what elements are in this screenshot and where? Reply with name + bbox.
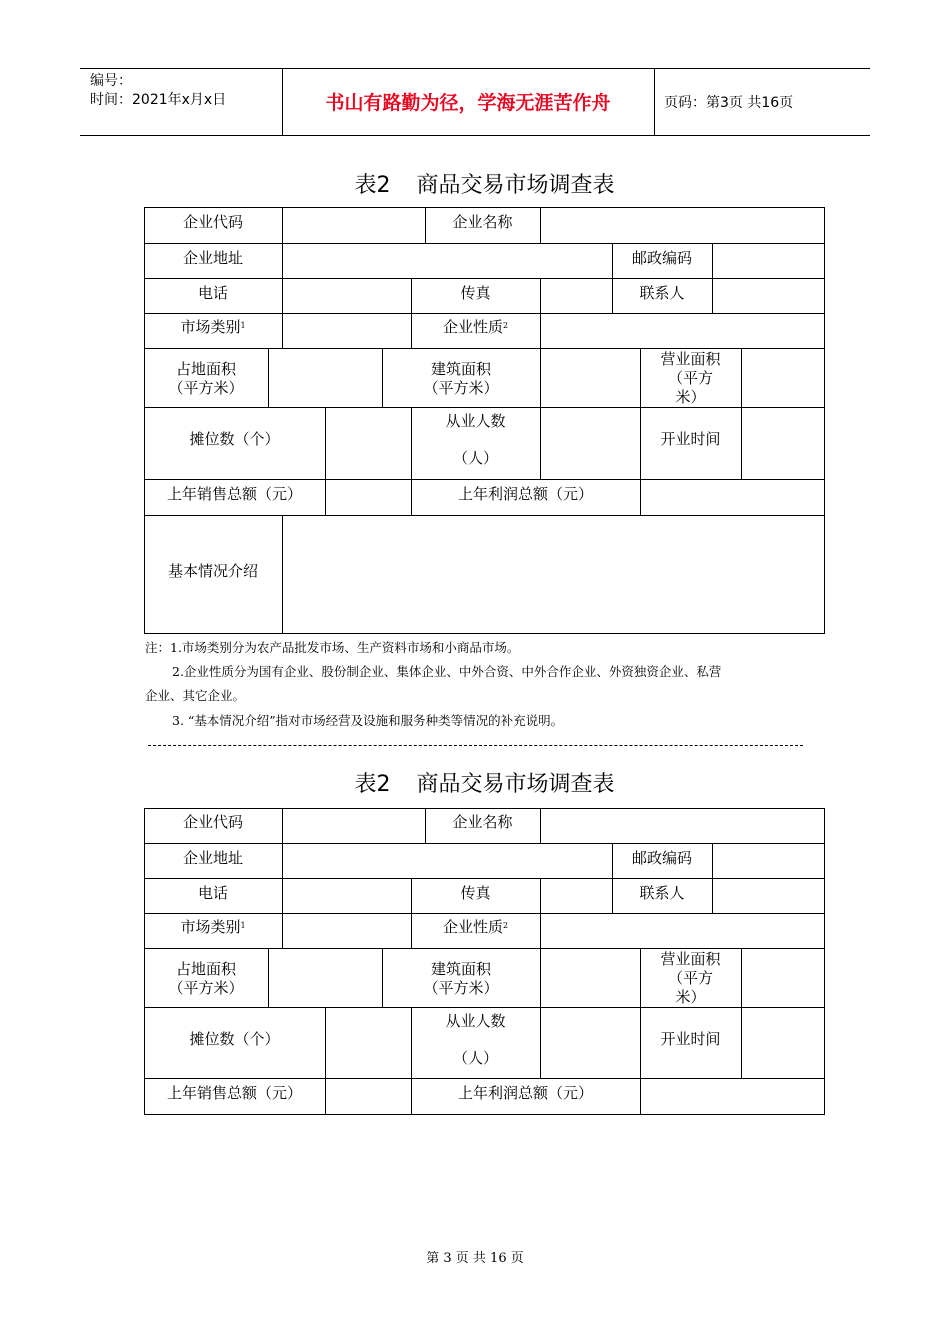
form-title — [144, 771, 825, 799]
label-market-type — [144, 918, 282, 937]
form-title-number: 表2 — [354, 173, 391, 198]
header-divider — [654, 68, 655, 135]
survey-table-2 — [144, 808, 825, 1115]
label-land-area — [144, 360, 268, 398]
label-enterprise-address: 企业地址 — [182, 249, 243, 267]
label-staff-line1: 从业人数 — [445, 412, 506, 430]
note-line: 3. “基本情况介绍”指对市场经营及设施和服务种类等情况的补充说明。 — [172, 713, 564, 728]
label-contact: 联系人 — [639, 884, 685, 902]
label-open-time: 开业时间 — [660, 430, 721, 448]
label-enterprise-address: 企业地址 — [182, 849, 243, 867]
label-enterprise-name: 企业名称 — [452, 813, 513, 831]
form-title-number: 表2 — [354, 772, 391, 797]
label-booths: 摊位数（个） — [189, 1030, 280, 1048]
footnote-ref: 2 — [502, 921, 509, 930]
label-land-area-line2: （平方米） — [168, 379, 244, 397]
label-enterprise-nature-text: 企业性质 — [442, 318, 503, 336]
label-staff — [411, 1012, 540, 1068]
label-enterprise-nature-text: 企业性质 — [442, 918, 503, 936]
note-line: 企业、其它企业。 — [145, 688, 246, 703]
label-business-area-line1: 营业面积 — [660, 950, 721, 968]
form-title — [144, 172, 825, 200]
label-enterprise-code: 企业代码 — [182, 213, 243, 231]
label-market-type — [144, 318, 282, 337]
label-fax: 传真 — [460, 884, 491, 902]
label-booths: 摊位数（个） — [189, 430, 280, 448]
label-market-type-text: 市场类别 — [180, 918, 241, 936]
label-business-area-line3: 米） — [675, 388, 706, 406]
label-land-area-line2: （平方米） — [168, 979, 244, 997]
label-business-area-line2: （平方 — [667, 369, 713, 387]
label-postcode: 邮政编码 — [631, 249, 692, 267]
label-staff — [411, 412, 540, 468]
label-business-area — [640, 950, 741, 1007]
label-last-year-profit: 上年利润总额（元） — [457, 1084, 593, 1102]
label-staff-line1: 从业人数 — [445, 1012, 506, 1030]
label-business-area-line1: 营业面积 — [660, 350, 721, 368]
label-market-type-text: 市场类别 — [180, 318, 241, 336]
footnote-ref: 1 — [240, 321, 246, 330]
label-contact: 联系人 — [639, 284, 685, 302]
label-postcode: 邮政编码 — [631, 849, 692, 867]
cut-line-divider — [148, 745, 803, 746]
time-label: 时间：2021年x月x日 — [90, 92, 227, 108]
label-building-area-line1: 建筑面积 — [430, 960, 491, 978]
page-footer: 第 3 页 共 16 页 — [426, 1251, 524, 1266]
footnote-ref: 1 — [240, 921, 246, 930]
label-building-area-line2: （平方米） — [423, 979, 499, 997]
label-business-area-line3: 米） — [675, 988, 706, 1006]
label-enterprise-name: 企业名称 — [452, 213, 513, 231]
header-top-rule — [80, 68, 870, 69]
label-building-area — [382, 960, 540, 998]
note-line: 注：1.市场类别分为农产品批发市场、生产资料市场和小商品市场。 — [145, 640, 520, 655]
survey-table-1 — [144, 207, 825, 634]
label-open-time: 开业时间 — [660, 1030, 721, 1048]
label-staff-line2: （人） — [452, 449, 498, 467]
form-title-text: 商品交易市场调查表 — [416, 173, 615, 198]
label-building-area-line2: （平方米） — [423, 379, 499, 397]
label-land-area — [144, 960, 268, 998]
label-land-area-line1: 占地面积 — [175, 960, 236, 978]
label-building-area — [382, 360, 540, 398]
page-info: 页码：第3页 共16页 — [664, 95, 794, 111]
serial-label: 编号： — [90, 73, 132, 89]
header-bottom-rule — [80, 135, 870, 136]
label-enterprise-nature — [411, 918, 540, 937]
motto-text: 书山有路勤为径，学海无涯苦作舟 — [325, 92, 611, 114]
label-basic-intro: 基本情况介绍 — [167, 562, 258, 580]
label-business-area-line2: （平方 — [667, 969, 713, 987]
label-land-area-line1: 占地面积 — [175, 360, 236, 378]
label-enterprise-nature — [411, 318, 540, 337]
label-last-year-profit: 上年利润总额（元） — [457, 485, 593, 503]
note-line: 2.企业性质分为国有企业、股份制企业、集体企业、中外合资、中外合作企业、外资独资企业、私营 — [172, 664, 722, 679]
label-staff-line2: （人） — [452, 1049, 498, 1067]
label-phone: 电话 — [197, 284, 228, 302]
label-last-year-sales: 上年销售总额（元） — [166, 485, 302, 503]
label-phone: 电话 — [197, 884, 228, 902]
label-building-area-line1: 建筑面积 — [430, 360, 491, 378]
footnote-ref: 2 — [502, 321, 509, 330]
form-title-text: 商品交易市场调查表 — [416, 772, 615, 797]
label-enterprise-code: 企业代码 — [182, 813, 243, 831]
label-business-area — [640, 350, 741, 407]
label-fax: 传真 — [460, 284, 491, 302]
label-last-year-sales: 上年销售总额（元） — [166, 1084, 302, 1102]
